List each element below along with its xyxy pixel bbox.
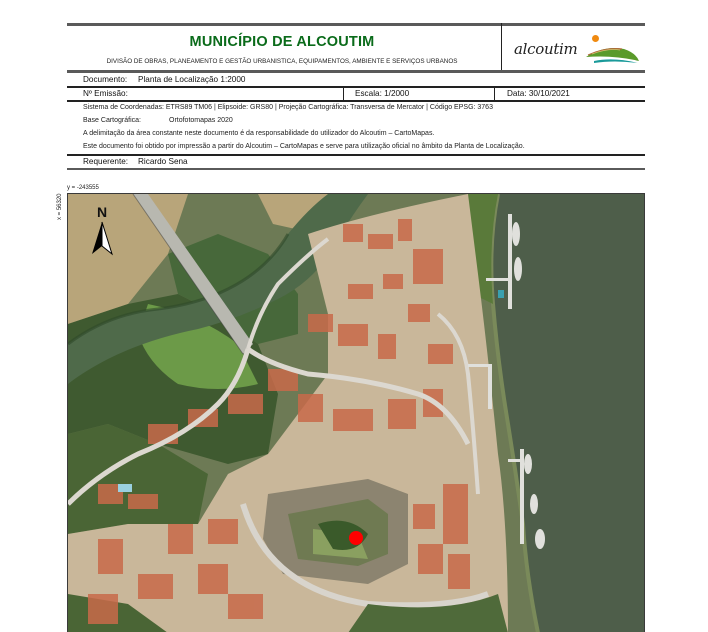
municipality-title: MUNICÍPIO DE ALCOUTIM: [189, 34, 375, 50]
north-arrow: [90, 204, 120, 260]
rule: [67, 168, 645, 170]
orthophoto-image: [68, 194, 645, 632]
requerente-value: Ricardo Sena: [138, 157, 188, 166]
base-label: Base Cartográfica:: [83, 117, 141, 124]
location-marker[interactable]: [349, 531, 363, 545]
disclaimer-official-use: Este documento foi obtido por impressão a partir do Alcoutim – CartoMapas e serve para utilização oficial no âmbito da Planta de Localização.: [83, 143, 525, 150]
rule: [67, 154, 645, 156]
base-cartografica-row: [83, 117, 233, 124]
column-divider: [494, 87, 495, 100]
coordinate-system-info: Sistema de Coordenadas: ETRS89 TM06 | Elipsoide: GRS80 | Projeção Cartográfica: Transversa de Mercator | Código EPSG: 3763: [83, 104, 493, 111]
north-arrow-icon: [90, 220, 114, 256]
orthophoto-map[interactable]: [67, 193, 645, 632]
rule: [67, 100, 645, 102]
documento-value: Planta de Localização 1:2000: [138, 75, 246, 84]
coordinate-y-label: y = -243555: [67, 185, 99, 191]
rule: [67, 86, 645, 88]
documento-label: Documento:: [83, 75, 128, 84]
north-label: N: [97, 204, 108, 220]
logo-divider: [501, 23, 502, 71]
emissao-label: Nº Emissão:: [83, 89, 128, 98]
base-value: Ortofotomapas 2020: [169, 117, 233, 124]
escala-value: Escala: 1/2000: [355, 89, 410, 98]
column-divider: [343, 87, 344, 100]
alcoutim-logo: [512, 31, 642, 67]
coordinate-x-label: x = 56320: [57, 193, 63, 220]
disclaimer-responsibility: A delimitação da área constante neste documento é da responsabilidade do utilizador do Alcoutim – CartoMapas.: [83, 130, 435, 137]
header-bottom-rule: [67, 70, 645, 73]
header-box: [67, 23, 645, 71]
sun-icon: [592, 35, 599, 42]
division-subtitle: DIVISÃO DE OBRAS, PLANEAMENTO E GESTÃO URBANISTICA, EQUIPAMENTOS, AMBIENTE E SERVIÇOS URBANOS: [106, 58, 458, 65]
hill-landscape-icon: [584, 43, 640, 67]
requerente-label: Requerente:: [83, 157, 129, 166]
logo-text: alcoutim: [514, 40, 578, 58]
data-value: Data: 30/10/2021: [507, 89, 570, 98]
